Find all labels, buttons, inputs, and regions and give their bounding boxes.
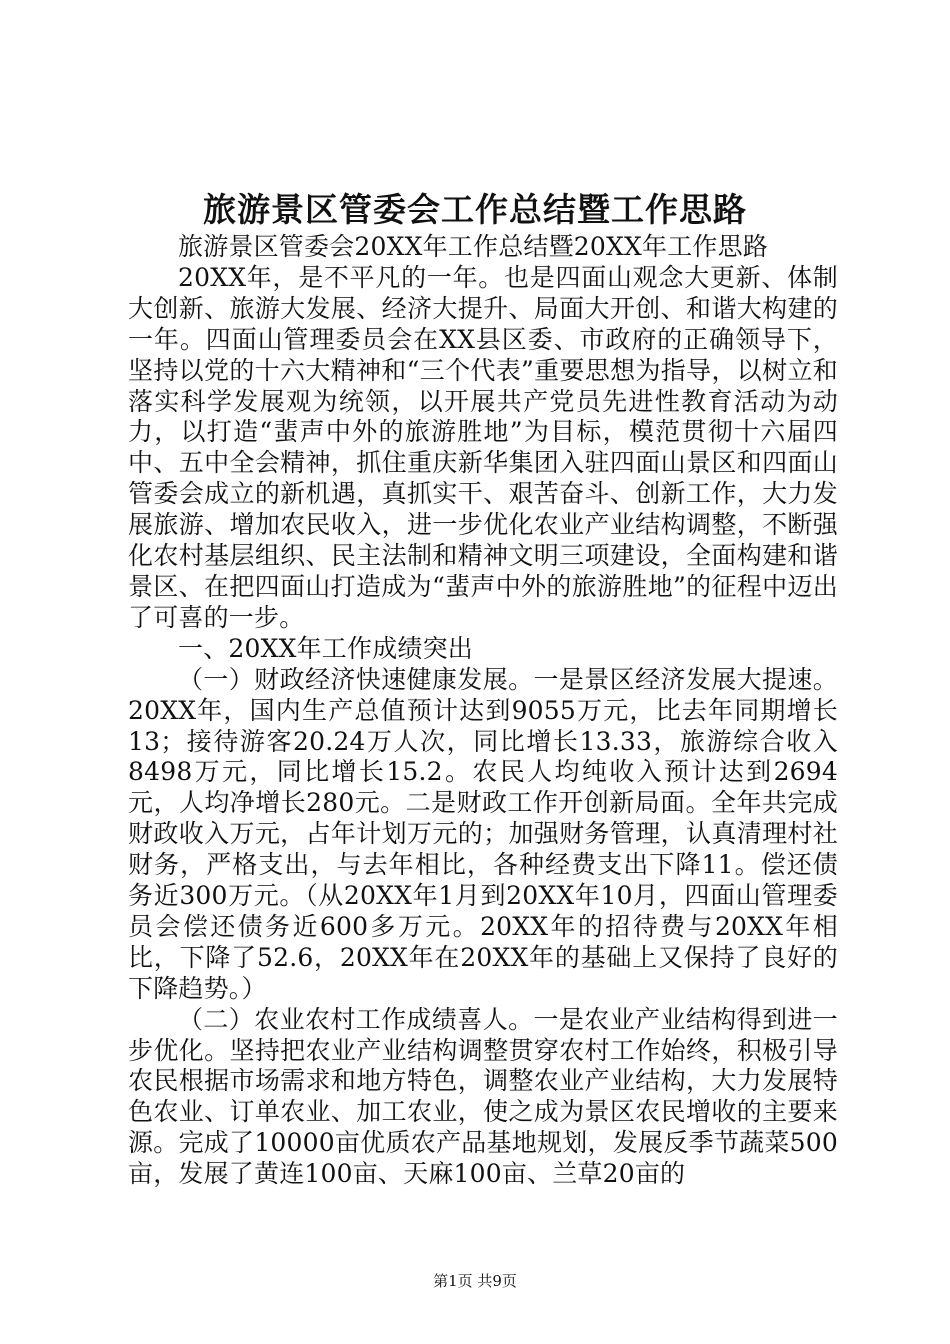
paragraph-intro: 20XX年，是不平凡的一年。也是四面山观念大更新、体制大创新、旅游大发展、经济大提升、局面大开创、和谐大构建的一年。四面山管理委员会在XX县区委、市政府的正确领导下，坚持以党的十六大精神和“三个代表”重要思想为指导，以树立和落实科学发展观为统领，以开展共产党员先进性教育活动为动力，以打造“蜚声中外的旅游胜地”为目标，模范贯彻十六届四中、五中全会精神，抓住重庆新华集团入驻四面山景区和四面山管委会成立的新机遇，真抓实干、艰苦奋斗、创新工作，大力发展旅游、增加农民收入，进一步优化农业产业结构调整，不断强化农村基层组织、民主法制和精神文明三项建设，全面构建和谐景区、在把四面山打造成为“蜚声中外的旅游胜地”的征程中迈出了可喜的一步。: [128, 262, 838, 632]
document-body: [128, 232, 838, 1190]
page-title: 旅游景区管委会工作总结暨工作思路: [203, 190, 747, 229]
paragraph-agriculture: （二）农业农村工作成绩喜人。一是农业产业结构得到进一步优化。坚持把农业产业结构调整贯穿农村工作始终，积极引导农民根据市场需求和地方特色，调整农业产业结构，大力发展特色农业、订单农业、加工农业，使之成为景区农民增收的主要来源。完成了10000亩优质农产品基地规划，发展反季节蔬菜500亩，发展了黄连100亩、天麻100亩、兰草20亩的: [128, 1004, 838, 1189]
paragraph-finance: （一）财政经济快速健康发展。一是景区经济发展大提速。20XX年，国内生产总值预计达到9055万元，比去年同期增长13；接待游客20.24万人次，同比增长13.33，旅游综合收入8498万元，同比增长15.2。农民人均纯收入预计达到2694元，人均净增长280元。二是财政工作开创新局面。全年共完成财政收入万元，占年计划万元的；加强财务管理，认真清理村社财务，严格支出，与去年相比，各种经费支出下降11。偿还债务近300万元。（从20XX年1月到20XX年10月，四面山管理委员会偿还债务近600多万元。20XX年的招待费与20XX年相比，下降了52.6，20XX年在20XX年的基础上又保持了良好的下降趋势。）: [128, 664, 838, 1003]
section-heading: 一、20XX年工作成绩突出: [178, 633, 474, 663]
page-footer: 第1页 共9页: [433, 1272, 517, 1290]
paragraph-subtitle: 旅游景区管委会20XX年工作总结暨20XX年工作思路: [178, 232, 769, 261]
